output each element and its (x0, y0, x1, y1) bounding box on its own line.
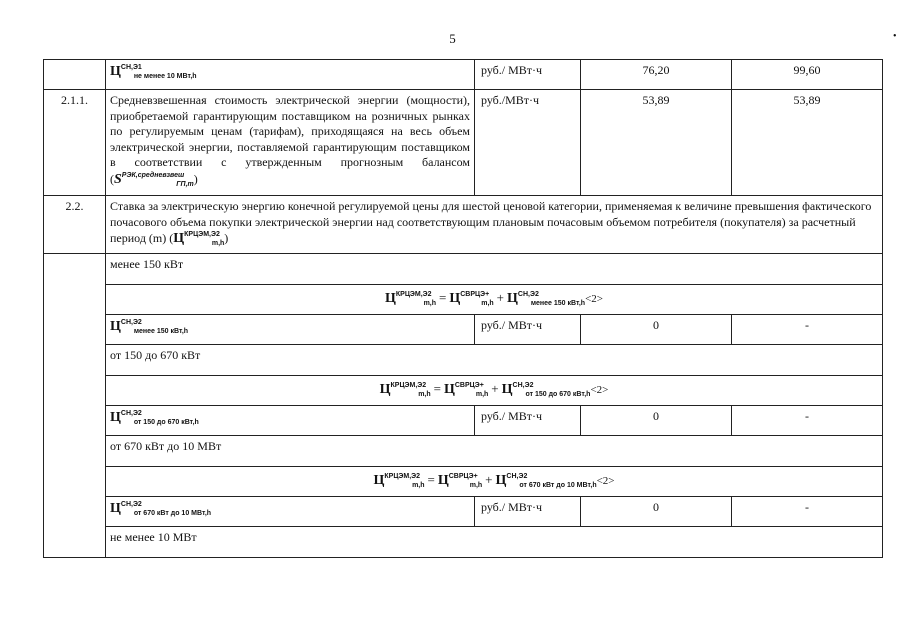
formula-cell: $Ц^{СН,Э2}_{менее 150 кВт,h}$ (106, 315, 475, 345)
formula-line: $Ц^{КРЦЭМ,Э2}_{m,h} = Ц^{СВРЦЭ+}_{m,h} + Ц^{СН,Э2}_{от 670 кВт до 10 МВт,h}<2>$ (106, 467, 883, 497)
row-number (44, 60, 106, 90)
row-number: 2.2. (44, 196, 106, 254)
formula-line: $Ц^{КРЦЭМ,Э2}_{m,h} = Ц^{СВРЦЭ+}_{m,h} + Ц^{СН,Э2}_{менее 150 кВт,h}<2>$ (106, 285, 883, 315)
value-cell-1: 76,20 (581, 60, 732, 90)
table-row (44, 527, 883, 558)
group-label: не менее 10 МВт (106, 527, 883, 558)
table-row (44, 497, 883, 527)
unit-cell: руб./ МВт·ч (475, 60, 581, 90)
formula-cell: $Ц^{СН,Э2}_{от 670 кВт до 10 МВт,h}$ (106, 497, 475, 527)
balance-symbol: $S^{РЭК,средневзвеш}_{ГП,m}$ (114, 171, 194, 188)
group-label: менее 150 кВт (106, 254, 883, 285)
table-row (44, 315, 883, 345)
unit-cell: руб./ МВт·ч (475, 497, 581, 527)
price-symbol: $Ц^{КРЦЭМ,Э2}_{m,h}$ (173, 231, 225, 248)
value-cell-2: - (732, 497, 883, 527)
table-row (44, 436, 883, 467)
table-row (44, 285, 883, 315)
formula-line: $Ц^{КРЦЭМ,Э2}_{m,h} = Ц^{СВРЦЭ+}_{m,h} + Ц^{СН,Э2}_{от 150 до 670 кВт,h}<2>$ (106, 376, 883, 406)
table-row (44, 376, 883, 406)
unit-cell: руб./МВт·ч (475, 90, 581, 196)
table-row (44, 196, 883, 254)
table-row (44, 345, 883, 376)
value-cell-1: 0 (581, 406, 732, 436)
table-row (44, 406, 883, 436)
value-cell-2: - (732, 406, 883, 436)
table-row (44, 467, 883, 497)
group-label: от 150 до 670 кВт (106, 345, 883, 376)
value-cell-1: 0 (581, 497, 732, 527)
row-number-empty (44, 254, 106, 558)
value-cell-2: 99,60 (732, 60, 883, 90)
unit-cell: руб./ МВт·ч (475, 406, 581, 436)
scan-dot: • (893, 31, 897, 42)
row-number: 2.1.1. (44, 90, 106, 196)
formula-cell: $Ц^{СН,Э2}_{от 150 до 670 кВт,h}$ (106, 406, 475, 436)
tariff-table (43, 59, 883, 558)
value-cell-1: 53,89 (581, 90, 732, 196)
table-row (44, 254, 883, 285)
table-row (44, 60, 883, 90)
unit-cell: руб./ МВт·ч (475, 315, 581, 345)
price-symbol: $Ц^{СН,Э1}_{не менее 10 МВт,h}$ (110, 64, 197, 80)
value-cell-1: 0 (581, 315, 732, 345)
value-cell-2: 53,89 (732, 90, 883, 196)
page-number: 5 (449, 31, 456, 46)
description-cell: Средневзвешенная стоимость электрической энергии (мощности), приобретаемой гарантирующим поставщиком на розничных рынках по регулируемым ценам (тарифам), приходящаяся на весь объем электрической энергии, поставляемой гарантирующим поставщиком в соответствии с утвержденным прогнозным балансом $(S^{РЭК,средневзвеш}_{ГП,m})$ (106, 90, 475, 196)
section-description: Ставка за электрическую энергию конечной регулируемой цены для шестой ценовой категории, применяемая к величине превышения фактического почасового объема покупки электрической энергии над соответствующим плановым почасовым объемом потребителя (покупателя) за расчетный период (m) $(Ц^{КРЦЭМ,Э2}_{m,h})$ (106, 196, 883, 254)
formula-cell (106, 60, 475, 90)
group-label: от 670 кВт до 10 МВт (106, 436, 883, 467)
value-cell-2: - (732, 315, 883, 345)
table-row (44, 90, 883, 196)
